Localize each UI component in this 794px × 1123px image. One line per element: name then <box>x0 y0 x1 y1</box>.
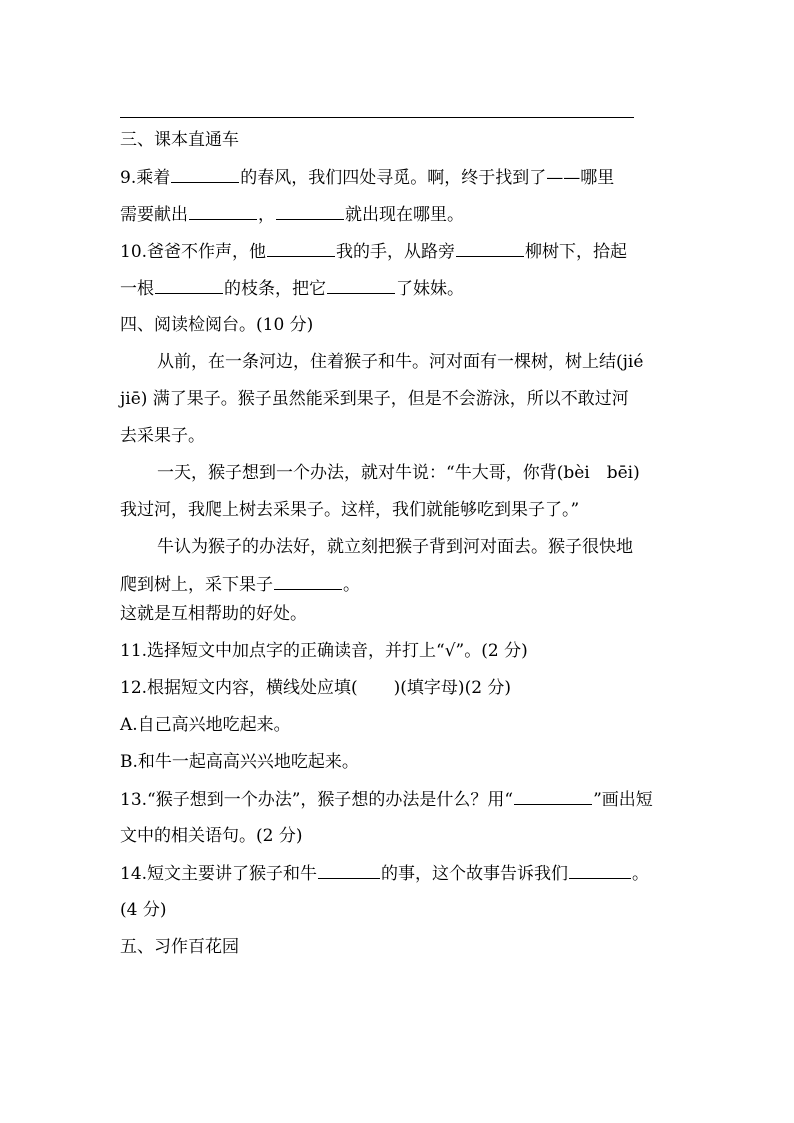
question-13-line-1 <box>120 788 680 811</box>
q10-text-a: 10.爸爸不作声，他 <box>120 242 267 262</box>
passage-p1-line-1: 从前，在一条河边，住着猴子和牛。河对面有一棵树，树上结(jié <box>157 352 644 372</box>
q14-blank-2[interactable] <box>569 862 631 879</box>
q14-text-b: 的事，这个故事告诉我们 <box>381 864 569 884</box>
section-3-heading: 三、课本直通车 <box>120 130 239 150</box>
section-4-heading: 四、阅读检阅台。(10 分) <box>120 315 314 335</box>
top-divider-line <box>120 117 634 118</box>
passage-p3-text: 爬到树上，采下果子 <box>120 575 273 595</box>
question-10-line-2 <box>120 277 680 300</box>
q14-blank-1[interactable] <box>318 862 380 879</box>
question-9-line-2 <box>120 203 680 226</box>
q10-text-b: 我的手，从路旁 <box>336 242 456 262</box>
question-13-line-2: 文中的相关语句。(2 分) <box>120 826 303 846</box>
q9-text-c: 需要献出 <box>120 205 188 225</box>
option-a: A.自己高兴地吃起来。 <box>120 715 291 735</box>
q9-text-b: 的春风，我们四处寻觅。啊，终于找到了——哪里 <box>240 168 615 188</box>
passage-p2-line-2: 我过河，我爬上树去采果子。这样，我们就能够吃到果子了。” <box>120 500 580 520</box>
q9-blank-2[interactable] <box>189 203 257 220</box>
q14-text-a: 14.短文主要讲了猴子和牛 <box>120 864 318 884</box>
passage-p3-end: 。 <box>343 575 360 595</box>
passage-p2-line-1: 一天，猴子想到一个办法，就对牛说：“牛大哥，你背(bèi bēi) <box>157 463 640 483</box>
passage-p1-line-2: jiē) 满了果子。猴子虽然能采到果子，但是不会游泳，所以不敢过河 <box>120 389 629 409</box>
q13-underline-sample <box>514 788 592 805</box>
q13-text-a: 13.“猴子想到一个办法”，猴子想的办法是什么？用“ <box>120 790 514 810</box>
q13-text-b: ”画出短 <box>593 790 653 810</box>
passage-blank[interactable] <box>274 573 342 590</box>
question-14-line-2: (4 分) <box>120 900 167 920</box>
passage-p1-line-3: 去采果子。 <box>120 426 205 446</box>
q10-blank-1[interactable] <box>267 240 335 257</box>
q10-text-e: 的枝条，把它 <box>224 279 326 299</box>
q12-text-b: )(填字母)(2 分) <box>393 678 512 698</box>
passage-p3-line-2 <box>120 573 680 596</box>
option-b: B.和牛一起高高兴兴地吃起来。 <box>120 752 359 772</box>
q10-blank-3[interactable] <box>155 277 223 294</box>
q10-blank-4[interactable] <box>327 277 395 294</box>
section-5-heading: 五、习作百花园 <box>120 937 239 957</box>
question-10-line-1 <box>120 240 680 263</box>
q9-text-e: 就出现在哪里。 <box>345 205 464 225</box>
question-12 <box>120 677 680 699</box>
passage-p4: 这就是互相帮助的好处。 <box>120 604 307 624</box>
q12-text-a: 12.根据短文内容，横线处应填( <box>120 678 358 698</box>
q9-blank-1[interactable] <box>171 166 239 183</box>
passage-p3-line-1: 牛认为猴子的办法好，就立刻把猴子背到河对面去。猴子很快地 <box>157 537 633 557</box>
question-9-line-1 <box>120 166 680 189</box>
q9-text-a: 9.乘着 <box>120 168 171 188</box>
q10-text-c: 柳树下，拾起 <box>525 242 628 262</box>
q9-text-d: ， <box>258 205 275 225</box>
q14-text-c: 。 <box>632 864 650 884</box>
question-14-line-1 <box>120 862 680 885</box>
q10-text-f: 了妹妹。 <box>396 279 464 299</box>
q10-blank-2[interactable] <box>456 240 524 257</box>
q9-blank-3[interactable] <box>276 203 344 220</box>
q10-text-d: 一根 <box>120 279 154 299</box>
question-11: 11.选择短文中加点字的正确读音，并打上“√”。(2 分) <box>120 641 528 661</box>
